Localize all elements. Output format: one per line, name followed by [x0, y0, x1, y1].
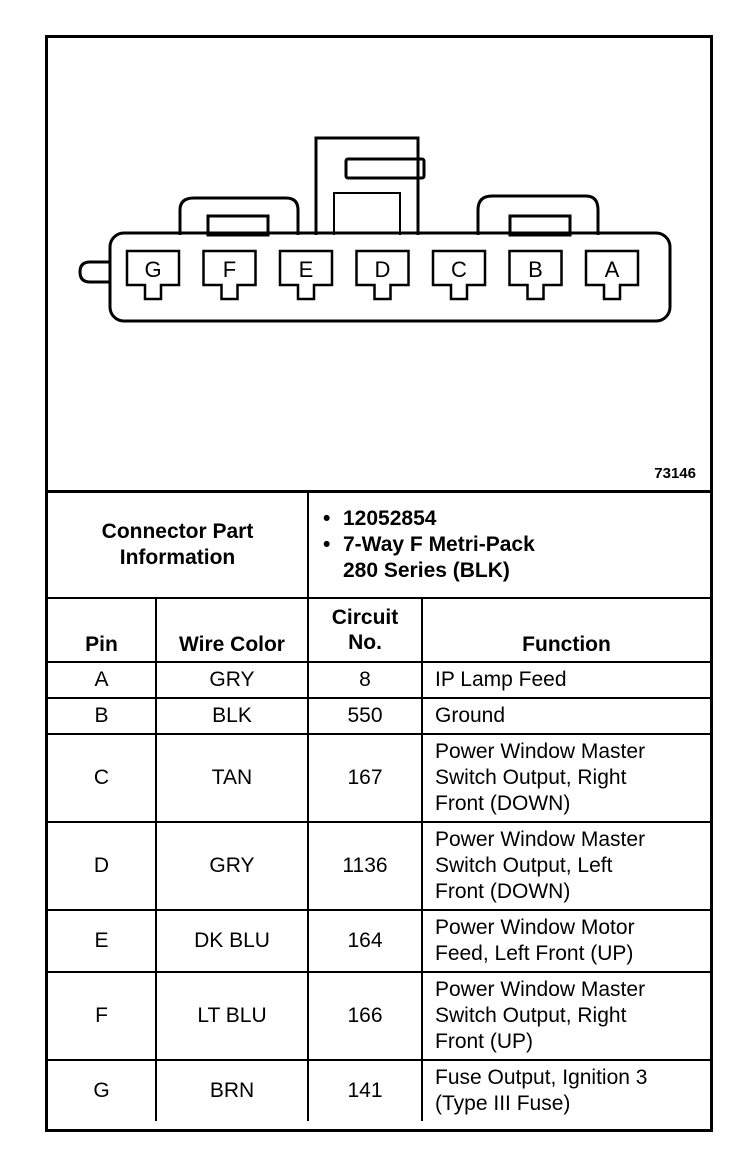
connector-diagram — [48, 38, 710, 493]
circuit-cell: 550 — [308, 698, 422, 734]
function-line: Front (DOWN) — [435, 880, 571, 903]
wire-color-cell: GRY — [156, 662, 308, 698]
function-line: Fuse Output, Ignition 3 — [435, 1066, 648, 1089]
pin-cell: A — [48, 662, 156, 698]
pin-cell: F — [48, 972, 156, 1060]
connector-sheet — [45, 35, 713, 1132]
pin-label-d: D — [374, 257, 391, 282]
connector-desc-line2: 280 Series (BLK) — [343, 559, 510, 582]
pin-cell: E — [48, 910, 156, 972]
header-circuit: Circuit No. — [308, 598, 422, 662]
function-line: Power Window Motor — [435, 916, 635, 939]
function-line: Switch Output, Right — [435, 766, 627, 789]
pin-cavity-c — [433, 251, 485, 299]
wire-color-cell: BRN — [156, 1060, 308, 1121]
pin-label-a: A — [604, 257, 620, 282]
function-cell — [422, 662, 710, 698]
circuit-cell: 8 — [308, 662, 422, 698]
table-row — [48, 698, 710, 734]
pin-cavity-b — [510, 251, 562, 299]
header-row — [48, 598, 710, 662]
pin-cavity-f — [204, 251, 256, 299]
connector-drawing — [48, 38, 710, 490]
table-row — [48, 662, 710, 698]
table-row — [48, 972, 710, 1060]
function-line: Power Window Master — [435, 740, 646, 763]
pin-label-f: F — [222, 257, 237, 282]
connector-info-label: Connector Part Information — [48, 493, 308, 598]
pin-cell: D — [48, 822, 156, 910]
pin-label-b: B — [528, 257, 543, 282]
function-cell — [422, 734, 710, 822]
pin-cavity-a — [586, 251, 638, 299]
wire-color-cell: GRY — [156, 822, 308, 910]
center-lock-tab — [316, 138, 418, 235]
left-nub — [80, 262, 110, 282]
wire-color-cell: BLK — [156, 698, 308, 734]
header-pin: Pin — [48, 598, 156, 662]
function-line: Feed, Left Front (UP) — [435, 942, 634, 965]
function-line: Switch Output, Right — [435, 1004, 627, 1027]
pin-cell: B — [48, 698, 156, 734]
wire-color-cell: LT BLU — [156, 972, 308, 1060]
pin-label-g: G — [144, 257, 162, 282]
table-row — [48, 822, 710, 910]
pin-label-e: E — [298, 257, 314, 282]
pin-cell: C — [48, 734, 156, 822]
function-line: Power Window Master — [435, 828, 646, 851]
part-number: • 12052854 — [343, 506, 704, 532]
circuit-cell: 167 — [308, 734, 422, 822]
pin-cavity-g — [127, 251, 179, 299]
center-lock-slot — [346, 159, 424, 178]
function-cell — [422, 972, 710, 1060]
function-line: Front (DOWN) — [435, 792, 571, 815]
pin-cell: G — [48, 1060, 156, 1121]
connector-desc-line1: • 7-Way F Metri-Pack — [343, 532, 704, 558]
function-line: Power Window Master — [435, 978, 646, 1001]
pin-label-c: C — [451, 257, 467, 282]
circuit-cell: 1136 — [308, 822, 422, 910]
header-wire-color: Wire Color — [156, 598, 308, 662]
table-row — [48, 910, 710, 972]
figure-number: 73146 — [654, 465, 696, 482]
connector-info-values — [308, 493, 710, 598]
connector-info-row — [48, 493, 710, 598]
function-cell — [422, 910, 710, 972]
function-cell — [422, 1060, 710, 1121]
circuit-cell: 141 — [308, 1060, 422, 1121]
table-row — [48, 734, 710, 822]
function-line: IP Lamp Feed — [435, 668, 567, 691]
circuit-cell: 164 — [308, 910, 422, 972]
pin-cavity-d — [357, 251, 409, 299]
function-cell — [422, 822, 710, 910]
function-line: (Type III Fuse) — [435, 1092, 571, 1115]
function-line: Switch Output, Left — [435, 854, 613, 877]
pin-cavity-e — [280, 251, 332, 299]
header-function: Function — [422, 598, 710, 662]
function-line: Front (UP) — [435, 1030, 534, 1053]
wire-color-cell: TAN — [156, 734, 308, 822]
wire-color-cell: DK BLU — [156, 910, 308, 972]
function-line: Ground — [435, 704, 506, 727]
table-row — [48, 1060, 710, 1121]
pinout-table — [48, 493, 710, 1121]
circuit-cell: 166 — [308, 972, 422, 1060]
function-cell — [422, 698, 710, 734]
